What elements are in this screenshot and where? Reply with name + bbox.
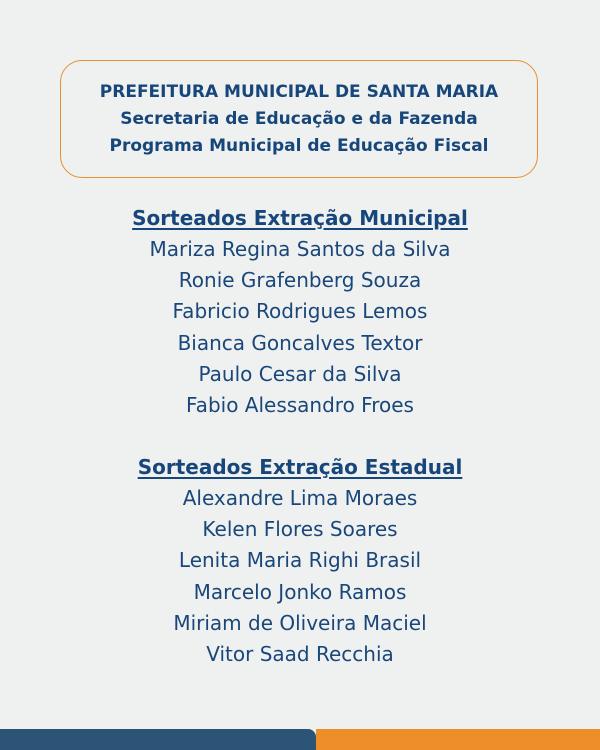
estadual-title: Sorteados Extração Estadual bbox=[137, 455, 463, 479]
list-item: Miriam de Oliveira Maciel bbox=[173, 610, 427, 635]
list-item: Alexandre Lima Moraes bbox=[182, 486, 418, 510]
municipal-section bbox=[0, 203, 600, 421]
list-item: Fabio Alessandro Froes bbox=[186, 393, 414, 418]
municipal-names-list bbox=[0, 234, 600, 421]
list-item: Mariza Regina Santos da Silva bbox=[149, 237, 451, 261]
list-item: Bianca Goncalves Textor bbox=[177, 330, 423, 355]
header-title: PREFEITURA MUNICIPAL DE SANTA MARIA bbox=[99, 81, 499, 102]
footer-bar-orange bbox=[316, 729, 600, 750]
list-item: Kelen Flores Soares bbox=[202, 517, 398, 542]
list-item: Vitor Saad Recchia bbox=[206, 642, 394, 667]
list-item: Ronie Grafenberg Souza bbox=[178, 268, 422, 293]
header-box bbox=[60, 60, 538, 178]
municipal-title: Sorteados Extração Municipal bbox=[132, 206, 468, 230]
estadual-names-list bbox=[0, 483, 600, 670]
header-program: Programa Municipal de Educação Fiscal bbox=[109, 135, 489, 156]
footer-bar-blue bbox=[0, 729, 316, 750]
estadual-section bbox=[0, 452, 600, 670]
list-item: Paulo Cesar da Silva bbox=[198, 361, 402, 386]
list-item: Marcelo Jonko Ramos bbox=[193, 579, 407, 604]
header-subtitle: Secretaria de Educação e da Fazenda bbox=[120, 108, 478, 129]
list-item: Lenita Maria Righi Brasil bbox=[178, 548, 422, 573]
list-item: Fabricio Rodrigues Lemos bbox=[172, 299, 428, 324]
